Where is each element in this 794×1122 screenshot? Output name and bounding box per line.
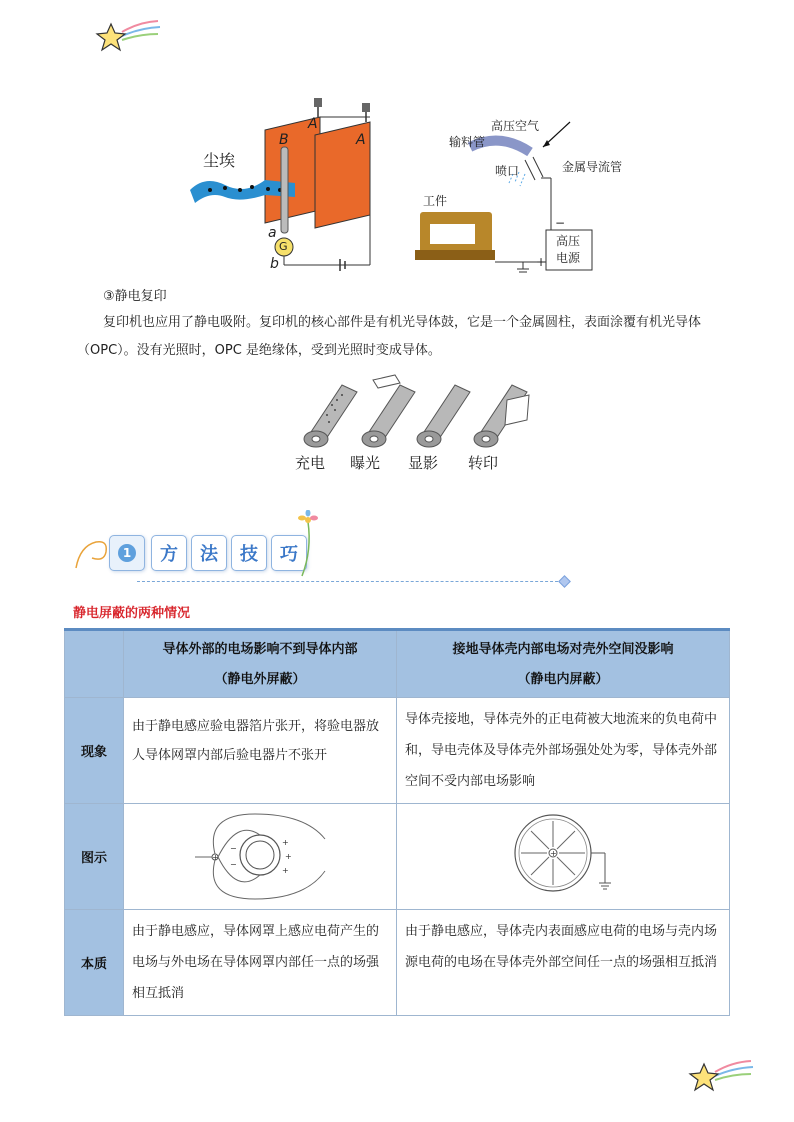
col-header-internal-line2: （静电内屏蔽） <box>517 672 609 687</box>
drum-label-develop: 显影 <box>408 454 439 472</box>
svg-text:−: − <box>230 843 237 853</box>
galvanometer-label: G <box>279 240 288 253</box>
banner-divider <box>137 581 563 582</box>
dust-label: 尘埃 <box>203 151 236 170</box>
plate-a1-label: A <box>308 116 318 132</box>
drum-label-charge: 充电 <box>295 454 326 472</box>
phenomenon-internal: 导体壳接地，导体壳外的正电荷被大地流来的负电荷中和，导电壳体及导体壳外部场强处处为零，导体壳外部空间不受内部电场影响 <box>397 698 730 804</box>
essence-internal: 由于静电感应，导体壳内表面感应电荷的电场与壳内场源电荷的电场在导体壳外部空间任一点的场强相互抵消 <box>397 910 730 1016</box>
high-pressure-air-label: 高压空气 <box>491 119 540 133</box>
svg-text:+: + <box>285 851 292 861</box>
method-number-box <box>109 535 145 571</box>
power-plus-label: + <box>536 255 547 269</box>
metal-tube-label: 金属导流管 <box>562 160 623 174</box>
table-header-row <box>65 630 730 698</box>
table-row <box>65 804 730 910</box>
plate-a2-label: A <box>356 132 366 148</box>
col-header-internal-line1: 接地导体壳内部电场对壳外空间没影响 <box>452 642 674 657</box>
svg-text:+: + <box>550 848 557 858</box>
workpiece-label: 工件 <box>423 194 448 208</box>
row-head-phenomenon: 现象 <box>65 698 124 804</box>
nozzle-label: 喷口 <box>495 164 520 178</box>
table-corner-cell <box>65 630 124 698</box>
table-heading: 静电屏蔽的两种情况 <box>73 606 191 621</box>
drum-label-transfer: 转印 <box>468 454 499 472</box>
svg-text:+: + <box>212 852 219 862</box>
section-label: ③静电复印 <box>103 289 167 304</box>
method-char-1: 方 <box>151 535 187 571</box>
star-decoration-bottom-icon <box>687 1058 757 1098</box>
copier-drum-figure <box>292 370 532 450</box>
star-decoration-top-icon <box>94 18 164 58</box>
method-number: 1 <box>118 544 136 562</box>
power-label-line2: 电源 <box>556 251 581 265</box>
internal-shield-diagram <box>493 809 633 901</box>
electrode-b-label: B <box>279 132 289 148</box>
phenomenon-external: 由于静电感应验电器箔片张开，将验电器放人导体网罩内部后验电器片不张开 <box>124 698 397 804</box>
col-header-external-line2: （静电外屏蔽） <box>214 672 306 687</box>
drums-diagram <box>292 370 532 450</box>
flower-decoration-icon <box>296 510 326 580</box>
diamond-icon <box>558 575 571 588</box>
terminal-b-label: b <box>270 256 279 272</box>
svg-text:+: + <box>282 837 289 847</box>
col-header-external <box>124 630 397 698</box>
col-header-external-line1: 导体外部的电场影响不到导体内部 <box>162 642 358 657</box>
spray-diagram <box>415 112 635 277</box>
feed-pipe-label: 输料管 <box>449 135 486 149</box>
drum-label-expose: 曝光 <box>350 454 381 472</box>
method-char-3: 技 <box>231 535 267 571</box>
external-shield-diagram <box>185 809 335 901</box>
table-row <box>65 910 730 1016</box>
electrostatic-spray-figure <box>415 112 635 277</box>
diagram-internal-cell <box>397 804 730 910</box>
essence-external: 由于静电感应，导体网罩上感应电荷产生的电场与外电场在导体网罩内部任一点的场强相互抵消 <box>124 910 397 1016</box>
dust-precipitator-figure <box>180 95 380 275</box>
table-row <box>65 698 730 804</box>
method-char-4: 巧 <box>271 535 307 571</box>
terminal-a-label: a <box>268 225 277 241</box>
power-minus-label: − <box>555 216 566 230</box>
row-head-essence: 本质 <box>65 910 124 1016</box>
svg-text:−: − <box>230 859 237 869</box>
power-label-line1: 高压 <box>556 234 581 248</box>
svg-text:+: + <box>282 865 289 875</box>
swirl-decoration-icon <box>74 536 114 572</box>
col-header-internal <box>397 630 730 698</box>
row-head-diagram: 图示 <box>65 804 124 910</box>
diagram-external-cell <box>124 804 397 910</box>
electrostatic-shield-table <box>64 628 730 1016</box>
method-char-2: 法 <box>191 535 227 571</box>
copier-paragraph: 复印机也应用了静电吸附。复印机的核心部件是有机光导体鼓，它是一个金属圆柱，表面涂覆有机光导体（OPC）。没有光照时，OPC 是绝缘体，受到光照时变成导体。 <box>77 315 702 358</box>
